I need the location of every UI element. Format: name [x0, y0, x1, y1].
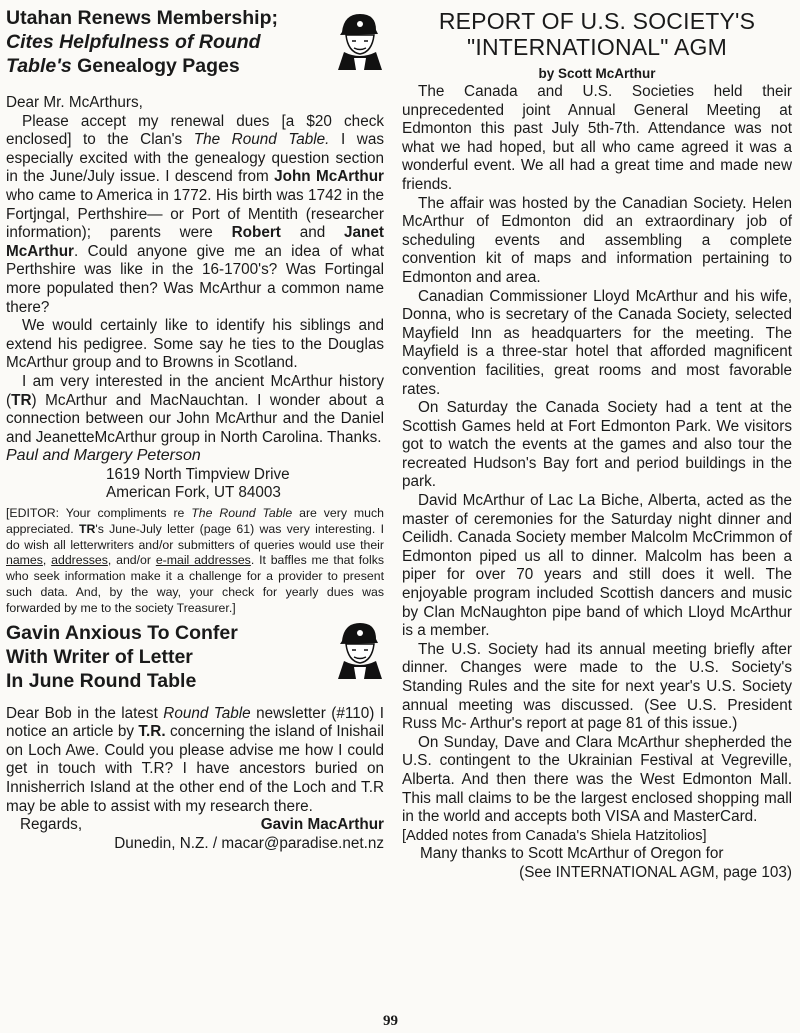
regards: Regards, — [20, 816, 83, 834]
paragraph: We would certainly like to identify his siblings and extend his pedigree. Some say he ties to the Douglas McArthur group and to Browns in Scotland. — [6, 317, 384, 372]
thanks-line: Many thanks to Scott McArthur of Oregon for — [420, 845, 724, 863]
article2-header — [6, 621, 384, 693]
article1-body — [6, 94, 384, 617]
left-column — [6, 0, 384, 853]
article1-header — [6, 0, 384, 78]
article2-body — [6, 705, 384, 854]
article1-headline: Utahan Renews Membership; Cites Helpfulness of Round Table's Genealogy Pages — [6, 7, 278, 77]
clan-mascot-icon — [334, 617, 382, 679]
byline: by Scott McArthur — [538, 66, 656, 81]
paragraph: David McArthur of Lac La Biche, Alberta, acted as the master of ceremonies for the Saturday night dinner and Ceilidh. Canada Society member Malcolm McCrimmon of Edmonton piped us all to dinner. Malcolm has been a piper for over 70 years and still does it well. The enjoyable program included Scottish dancers and music by Clan McNaughton pipe band of which Lloyd McArthur is a member. — [402, 492, 792, 640]
salutation: Dear Mr. McArthurs, — [6, 94, 143, 111]
page-number: 99 — [383, 1013, 398, 1029]
right-column — [402, 0, 792, 883]
paragraph: The U.S. Society had its annual meeting briefly after dinner. Changes were made to the U.S. Society's Standing Rules and the site for next year's U.S. Society annual meeting was discussed. (See U.S. President Russ Mc- Arthur's report at page 81 of this issue.) — [402, 640, 792, 733]
report-title: REPORT OF U.S. SOCIETY'S "INTERNATIONAL" AGM — [438, 8, 756, 60]
clan-mascot-icon — [334, 8, 382, 70]
paragraph: The Canada and U.S. Societies held their unprecedented joint Annual General Meeting at Edmonton this past July 5th-7th. Attendance was not what we had hoped, but all who came agreed it was a wonderful event. We all had a great time and made new friends. — [402, 83, 792, 193]
address-line: American Fork, UT 84003 — [106, 484, 281, 502]
paragraph: I am very interested in the ancient McArthur history (TR) McArthur and MacNauchtan. I wonder about a connection between our John McArthur and the Daniel and JeanetteMcArthur group in North Carolina. Thanks. — [6, 372, 384, 446]
address-line: Dunedin, N.Z. / macar@paradise.net.nz — [114, 834, 384, 852]
continued-line: (See INTERNATIONAL AGM, page 103) — [519, 863, 792, 881]
signature: Paul and Margery Peterson — [6, 447, 201, 465]
paragraph: Canadian Commissioner Lloyd McArthur and his wife, Donna, who is secretary of the Canada Society, selected Mayfield Inn as headquarters for the meeting. The Mayfield is a three-star hotel that afforded magnificent convention facilities, great rooms and most favorable rates. — [402, 287, 792, 398]
regards-line — [6, 816, 384, 835]
address-line: 1619 North Timpview Drive — [106, 465, 290, 483]
paragraph: On Sunday, Dave and Clara McArthur shepherded the U.S. contingent to the Ukrainian Festival at Vegreville, Alberta. And then there was the West Edmonton Mall. This mall claims to be the largest enclosed shopping mall in the world and accepts both VISA and MasterCard. — [402, 733, 792, 826]
added-note: [Added notes from Canada's Shiela Hatzitolios] — [402, 827, 707, 844]
editor-note: [EDITOR: Your compliments re The Round Table are very much appreciated. TR's June-July letter (page 61) was very interesting. I do wish all letterwriters and/or submitters of queries would use their names, addresses, and/or e-mail addresses. It baffles me that folks who seek information make it a challenge for a provider to present such data. And, by the way, your check for yearly dues was forwarded by me to the society Treasurer.] — [6, 506, 385, 615]
paragraph: Dear Bob in the latest Round Table newsletter (#110) I notice an article by T.R. concerning the island of Inishail on Loch Awe. Could you please advise me how I could get in touch with T.R? I have ancestors buried on Innisherrich Island at the other end of the Loch and T.R may be able to assist with my research there. — [6, 704, 385, 815]
signature: Gavin MacArthur — [260, 816, 384, 834]
paragraph: On Saturday the Canada Society had a tent at the Scottish Games held at Fort Edmonton Park. We visitors got to watch the events at the games and also tour the recreated Hudson's Bay fort and period buildings in the park. — [402, 399, 792, 491]
paragraph: The affair was hosted by the Canadian Society. Helen McArthur of Edmonton did an extraordinary job of scheduling events and assembling a complete convention kit of maps and information pertaining to Edmonton and area. — [402, 194, 792, 286]
article2-headline: Gavin Anxious To Confer With Writer of Letter In June Round Table — [6, 621, 238, 692]
paragraph: Please accept my renewal dues [a $20 check enclosed] to the Clan's The Round Table. I was especially excited with the genealogy question section in the June/July issue. I descend from John McArthur who came to America in 1772. His birth was 1742 in the Fortjngal, Perthshire— or Port of Mentith (researcher information); parents were Robert and Janet McArthur. Could anyone give me an idea of what Perthshire was like in the 16-1700's? Was Fortingal more populated then? Was McArthur a common name there? — [6, 112, 385, 316]
